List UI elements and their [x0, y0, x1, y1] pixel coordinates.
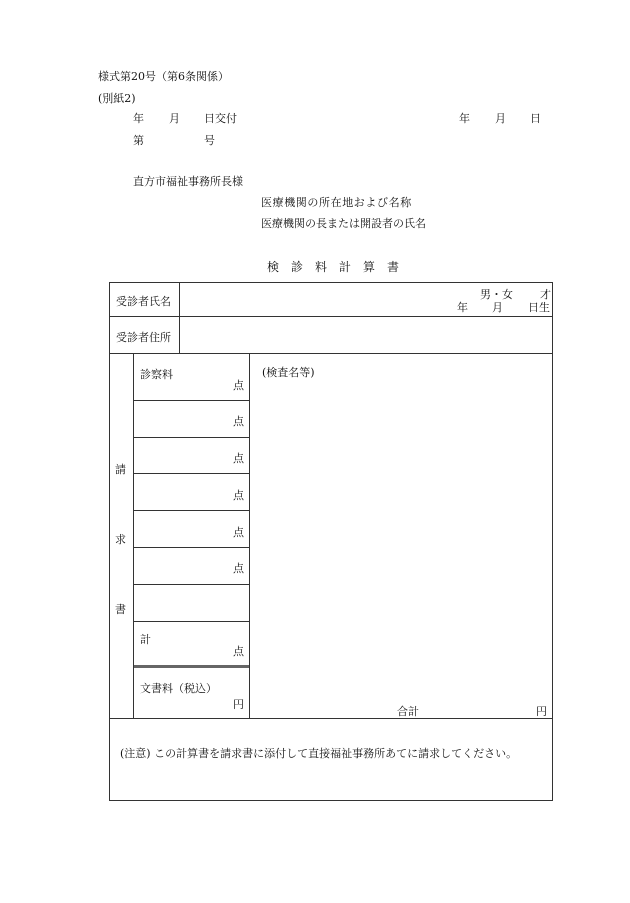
patient-address-label: 受診者住所 — [116, 331, 171, 344]
number-suffix: 号 — [204, 134, 215, 147]
divider — [133, 353, 134, 718]
birth-day: 日生 — [528, 301, 550, 314]
divider — [110, 718, 552, 719]
form-number: 様式第20号（第6条関係） — [98, 70, 229, 83]
institution-head-label: 医療機関の長または開設者の氏名 — [261, 217, 426, 230]
yen-unit: 円 — [233, 698, 244, 711]
calculation-form — [109, 282, 553, 801]
consultation-fee-label: 診察料 — [140, 368, 173, 381]
points-unit: 点 — [233, 379, 244, 392]
grand-total-unit: 円 — [536, 705, 547, 718]
note-text: (注意) この計算書を請求書に添付して直接福祉事務所あてに請求してください。 — [120, 747, 518, 760]
points-unit: 点 — [233, 645, 244, 658]
divider — [133, 510, 249, 511]
number-prefix: 第 — [133, 134, 144, 147]
divider — [179, 283, 180, 353]
divider — [133, 584, 249, 585]
issue-month-label: 月 — [169, 112, 180, 125]
divider — [133, 400, 249, 401]
birth-month: 月 — [492, 301, 503, 314]
issue-year-label: 年 — [133, 112, 144, 125]
divider — [133, 547, 249, 548]
age-unit: 才 — [540, 288, 551, 301]
gender-label: 男・女 — [480, 288, 513, 301]
vertical-label-char: 求 — [115, 533, 126, 546]
patient-name-label: 受診者氏名 — [116, 295, 171, 308]
divider — [133, 437, 249, 438]
institution-name-label: 医療機関の所在地および名称 — [261, 196, 412, 209]
document-fee-label: 文書料（税込） — [140, 682, 217, 695]
divider — [110, 316, 552, 317]
document-title: 検 診 料 計 算 書 — [267, 260, 400, 274]
addressee: 直方市福祉事務所長様 — [133, 175, 243, 188]
vertical-label-char: 書 — [115, 603, 126, 616]
total-label: 計 — [140, 633, 151, 646]
date-month-label: 月 — [495, 112, 506, 125]
divider — [249, 353, 250, 718]
points-unit: 点 — [233, 415, 244, 428]
points-unit: 点 — [233, 489, 244, 502]
points-unit: 点 — [233, 452, 244, 465]
divider — [133, 621, 249, 622]
divider — [110, 353, 552, 354]
date-day-label: 日 — [530, 112, 541, 125]
birth-year: 年 — [457, 301, 468, 314]
attachment-label: (別紙2) — [98, 92, 136, 105]
issue-day-label: 日交付 — [204, 112, 237, 125]
exam-names-label: (検査名等) — [262, 366, 315, 379]
points-unit: 点 — [233, 526, 244, 539]
date-year-label: 年 — [459, 112, 470, 125]
points-unit: 点 — [233, 562, 244, 575]
vertical-label-char: 請 — [115, 463, 126, 476]
divider — [133, 665, 249, 668]
grand-total-label: 合計 — [397, 705, 419, 718]
divider — [133, 473, 249, 474]
